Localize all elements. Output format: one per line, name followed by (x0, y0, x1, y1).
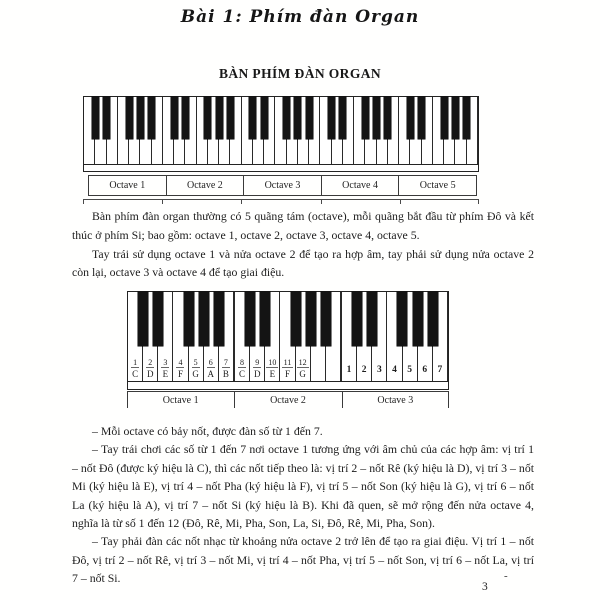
octave-label: Octave 2 (270, 395, 306, 406)
black-key (418, 97, 425, 139)
paragraph: – Tay trái chơi các số từ 1 đến 7 nơi octave 1 tương ứng với âm chủ của các hợp âm: vị trí 1 – nốt Đô (được ký hiệu là C), thì các nốt tiếp theo là: vị trí 2 – nốt Rê (ký hiệu là D), vị trí 3 – nốt Mi (ký hiệu là E), vị trí 4 – nốt Pha (ký hiệu là F), vị trí 5 – nốt Son (ký hiệu là G), vị trí 6 – nốt La (ký hiệu là A), vị trí 7 – nốt Si (ký hiệu là B). Khi đã quen, sẽ mở rộng đến nửa octave 4, nghĩa là từ số 1 đến 12 (Đô, Rê, Mi, Pha, Son, La, Si, Đô, Rê, Mi, Pha, Son). (72, 442, 534, 531)
key-number-label: 2 (148, 358, 153, 367)
black-key (227, 97, 234, 139)
black-key (452, 97, 459, 139)
octave-label: Octave 3 (377, 395, 414, 406)
key-note-label: C (239, 369, 246, 379)
key-number-label: 4 (392, 365, 397, 375)
black-key (441, 97, 448, 139)
black-key (306, 292, 316, 346)
paragraph: Tay trái sử dụng octave 1 và nửa octave 2 để tạo ra hợp âm, tay phải sử dụng nửa octave 2 còn lại, octave 3 và octave 4 để tạo giai điệu. (72, 246, 534, 280)
key-number-label: 2 (361, 365, 367, 375)
section-heading: BÀN PHÍM ĐÀN ORGAN (218, 66, 382, 81)
black-key (249, 97, 256, 139)
key-note-label: F (177, 369, 183, 379)
keyboard-frontboard (84, 164, 478, 171)
key-number-label: 5 (407, 365, 412, 375)
black-key (306, 97, 313, 139)
key-note-label: D (253, 369, 261, 379)
black-key (283, 97, 290, 139)
key-number-label: 6 (422, 365, 428, 375)
bracket-tick (83, 200, 84, 204)
black-key (260, 292, 270, 346)
black-key (352, 292, 362, 346)
octave-label: Octave 5 (398, 175, 477, 196)
keyboard-diagram-5-octaves (83, 96, 479, 172)
octave-label: Octave 4 (321, 175, 400, 196)
key-note-label: G (299, 369, 306, 379)
bracket-tick (127, 392, 128, 408)
octave-label: Octave 1 (162, 395, 199, 406)
key-note-label: E (269, 369, 276, 379)
key-number-label: 6 (208, 358, 213, 367)
key-note-label: E (162, 369, 169, 379)
key-note-label: D (146, 369, 154, 379)
scan-artifact-dash: - (504, 570, 508, 582)
black-key (413, 292, 423, 346)
key-number-label: 8 (240, 358, 245, 367)
black-key (153, 292, 163, 346)
bracket-tick (478, 200, 479, 204)
keyboard-frontboard (128, 381, 448, 389)
bracket-tick (448, 392, 449, 408)
key-number-label: 5 (193, 358, 198, 367)
black-key (148, 97, 155, 139)
black-key (463, 97, 470, 139)
black-key (92, 97, 99, 139)
black-key (384, 97, 391, 139)
black-key (137, 97, 144, 139)
key-note-label: C (132, 369, 139, 379)
bracket-tick (400, 200, 401, 204)
key-number-label: 12 (298, 358, 307, 367)
paragraph: – Tay phải đàn các nốt nhạc từ khoảng nửa octave 2 trở lên để tạo ra giai điệu. Vị trí 1 – nốt Đô, vị trí 2 – nốt Rê, vị trí 3 – nốt Mi, vị trí 4 – nốt Pha, vị trí 5 – nốt Son, vị trí 6 – nốt La, vị trí 7 – nốt Si. (72, 534, 534, 586)
paragraph: – Mỗi octave có bảy nốt, được đàn số từ 1 đến 7. (92, 424, 323, 438)
key-note-label: B (222, 369, 229, 379)
black-key (138, 292, 148, 346)
octave-label-row-bottom (127, 391, 449, 410)
key-number-label: 7 (437, 365, 443, 375)
key-number-label: 4 (178, 358, 183, 367)
black-key (171, 97, 178, 139)
intro-paragraphs (72, 207, 534, 282)
black-key (373, 97, 380, 139)
black-key (339, 97, 346, 139)
key-note-label: F (284, 369, 290, 379)
black-key (199, 292, 209, 346)
key-note-label: G (192, 369, 199, 379)
key-number-label: 1 (346, 365, 352, 375)
key-number-label: 3 (376, 365, 382, 375)
page-number: 3 (482, 581, 488, 593)
black-key (362, 97, 369, 139)
black-key (428, 292, 438, 346)
octave-label: Octave 3 (243, 175, 322, 196)
octave-bracket-line-top (83, 199, 479, 206)
black-key (367, 292, 377, 346)
key-number-label: 3 (163, 358, 168, 367)
octave-label: Octave 2 (166, 175, 245, 196)
bracket-tick (321, 200, 322, 204)
lesson-title: Bài 1: Phím đàn Organ (180, 7, 420, 27)
black-key (291, 292, 301, 346)
bracket-tick (162, 200, 163, 204)
black-key (321, 292, 331, 346)
black-key (407, 97, 414, 139)
black-key (245, 292, 255, 346)
key-number-label: 7 (223, 358, 228, 367)
black-key (214, 292, 224, 346)
key-number-label: 10 (268, 358, 277, 367)
black-key (126, 97, 133, 139)
key-number-label: 9 (255, 358, 260, 367)
white-keys-row (84, 97, 478, 164)
bracket-tick (234, 392, 235, 408)
black-key (216, 97, 223, 139)
bracket-tick (342, 392, 343, 408)
key-note-label: A (207, 369, 215, 379)
key-number-label: 11 (283, 358, 292, 367)
keyboard-diagram-3-octaves (127, 291, 449, 390)
black-key (397, 292, 407, 346)
key-number-label: 1 (133, 358, 138, 367)
black-key (261, 97, 268, 139)
black-key (184, 292, 194, 346)
black-key (328, 97, 335, 139)
paragraph: Bàn phím đàn organ thường có 5 quãng tám (octave), mỗi quãng bắt đầu từ phím Đô và kết thúc ở phím Si; bao gồm: octave 1, octave 2, octave 3, octave 4, octave 5. (72, 209, 534, 242)
bracket-tick (241, 200, 242, 204)
octave-label: Octave 1 (88, 175, 167, 196)
black-key (294, 97, 301, 139)
black-key (182, 97, 189, 139)
black-key (204, 97, 211, 139)
black-key (103, 97, 110, 139)
octave-label-row-top (88, 175, 477, 196)
white-keys-row (128, 292, 448, 381)
bullet-paragraphs (72, 422, 534, 588)
